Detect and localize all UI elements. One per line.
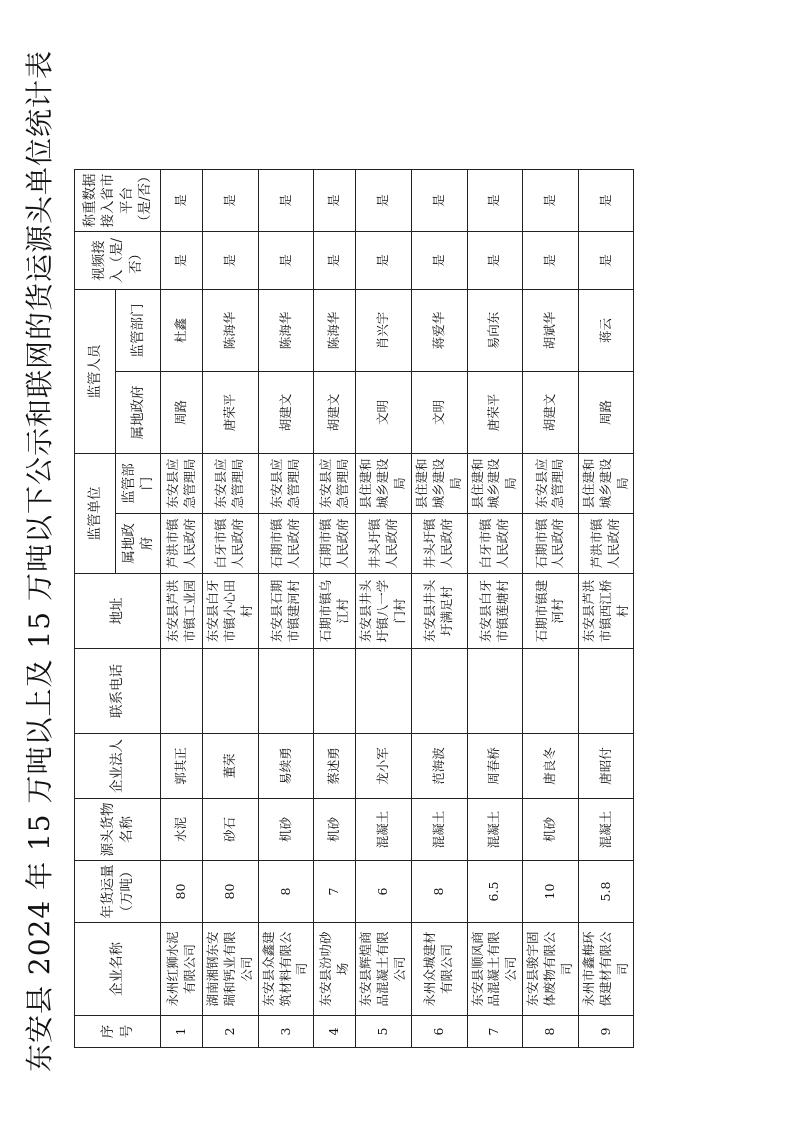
cell-seq: 1 [161,1016,203,1048]
cell-goods: 混凝土 [356,799,412,861]
cell-sup-gov: 石期市镇人民政府 [523,514,579,574]
cell-video: 是 [258,232,314,290]
cell-volume: 5.8 [578,861,634,923]
cell-address: 石期市镇建河村 [523,574,579,649]
cell-per-dept: 陈海华 [203,290,259,372]
cell-weighing: 是 [467,170,523,232]
cell-seq: 8 [523,1016,579,1048]
cell-sup-gov: 井头圩镇人民政府 [356,514,412,574]
cell-address: 东安县白牙市镇小心田村 [203,574,259,649]
cell-weighing: 是 [203,170,259,232]
cell-sup-dept: 县住建和城乡建设局 [411,454,467,514]
cell-video: 是 [203,232,259,290]
cell-address: 东安县芦洪市镇工业园 [161,574,203,649]
cell-company: 东安县骏宇固体废物有限公司 [523,923,579,1016]
table-row [467,170,523,1048]
cell-goods: 砂石 [203,799,259,861]
cell-per-dept: 蒋爱华 [411,290,467,372]
cell-weighing: 是 [356,170,412,232]
cell-sup-dept: 县住建和城乡建设局 [467,454,523,514]
cell-goods: 混凝土 [467,799,523,861]
cell-phone [356,649,412,734]
cell-sup-gov: 芦洪市镇人民政府 [578,514,634,574]
cell-legal-rep: 唐良冬 [523,734,579,799]
header-seq: 序号 [75,1016,161,1048]
cell-per-dept: 胡斌华 [523,290,579,372]
cell-volume: 10 [523,861,579,923]
header-sup-dept: 监管部门 [116,454,161,514]
cell-sup-dept: 东安县应急管理局 [523,454,579,514]
cell-weighing: 是 [314,170,356,232]
cell-video: 是 [314,232,356,290]
cell-sup-dept: 县住建和城乡建设局 [578,454,634,514]
cell-per-gov: 胡建文 [258,372,314,454]
table-row [161,170,203,1048]
table-row [203,170,259,1048]
cell-video: 是 [467,232,523,290]
cell-per-gov: 胡建文 [314,372,356,454]
cell-legal-rep: 蔡述勇 [314,734,356,799]
header-supervisors: 监管人员 [75,290,116,454]
cell-video: 是 [411,232,467,290]
cell-goods: 水泥 [161,799,203,861]
table-row [258,170,314,1048]
header-per-gov: 属地政府 [116,372,161,454]
cell-per-dept: 杜鑫 [161,290,203,372]
cell-legal-rep: 唐昭付 [578,734,634,799]
cell-sup-gov: 石期市镇人民政府 [314,514,356,574]
cell-goods: 机砂 [523,799,579,861]
cell-phone [578,649,634,734]
cell-sup-gov: 芦洪市镇人民政府 [161,514,203,574]
cell-sup-gov: 白牙市镇人民政府 [467,514,523,574]
header-per-dept: 监管部门 [116,290,161,372]
cell-per-dept: 肖兴宇 [356,290,412,372]
cell-legal-rep: 董荣 [203,734,259,799]
cell-phone [523,649,579,734]
cell-weighing: 是 [258,170,314,232]
cell-company: 东安县辉煌商品混凝土有限公司 [356,923,412,1016]
header-volume: 年货运量（万吨） [75,861,161,923]
cell-sup-dept: 东安县应急管理局 [314,454,356,514]
cell-company: 东安县众鑫建筑材料有限公司 [258,923,314,1016]
cell-sup-dept: 东安县应急管理局 [203,454,259,514]
cell-sup-dept: 东安县应急管理局 [161,454,203,514]
cell-volume: 8 [411,861,467,923]
cell-legal-rep: 郭其正 [161,734,203,799]
cell-seq: 3 [258,1016,314,1048]
cell-volume: 80 [161,861,203,923]
header-legal-rep: 企业法人 [75,734,161,799]
cell-weighing: 是 [161,170,203,232]
cell-sup-dept: 东安县应急管理局 [258,454,314,514]
cell-phone [467,649,523,734]
freight-source-table [74,169,634,1048]
cell-company: 东安县顺风商品混凝土有限公司 [467,923,523,1016]
cell-phone [314,649,356,734]
header-video: 视频接入（是/否） [75,232,161,290]
cell-per-gov: 文明 [356,372,412,454]
header-sup-gov: 属地政府 [116,514,161,574]
cell-address: 东安县井头圩满足村 [411,574,467,649]
table-row [578,170,634,1048]
cell-company: 永州众城建材有限公司 [411,923,467,1016]
cell-volume: 8 [258,861,314,923]
cell-goods: 机砂 [258,799,314,861]
table-row [314,170,356,1048]
cell-seq: 4 [314,1016,356,1048]
header-phone: 联系电话 [75,649,161,734]
cell-phone [203,649,259,734]
cell-video: 是 [356,232,412,290]
cell-seq: 2 [203,1016,259,1048]
cell-legal-rep: 易续勇 [258,734,314,799]
cell-legal-rep: 周春桥 [467,734,523,799]
cell-goods: 机砂 [314,799,356,861]
cell-per-gov: 文明 [411,372,467,454]
cell-address: 东安县芦洪市镇西江桥村 [578,574,634,649]
header-company: 企业名称 [75,923,161,1016]
cell-phone [258,649,314,734]
table-row [411,170,467,1048]
cell-per-gov: 周路 [578,372,634,454]
cell-video: 是 [523,232,579,290]
document-title: 东安县 2024 年 15 万吨以上及 15 万吨以下公示和联网的货运源头单位统计表 [23,50,56,1072]
cell-goods: 混凝土 [578,799,634,861]
cell-volume: 7 [314,861,356,923]
cell-company: 湖南湘钢东安瑞和钙业有限公司 [203,923,259,1016]
cell-phone [411,649,467,734]
cell-company: 永州红狮水泥有限公司 [161,923,203,1016]
cell-video: 是 [578,232,634,290]
cell-phone [161,649,203,734]
cell-sup-gov: 石期市镇人民政府 [258,514,314,574]
cell-volume: 6 [356,861,412,923]
cell-per-dept: 蒋云 [578,290,634,372]
cell-per-dept: 陈海华 [314,290,356,372]
cell-volume: 80 [203,861,259,923]
header-weighing: 称重数据接入省市平台（是/否） [75,170,161,232]
cell-address: 东安县石期市镇建河村 [258,574,314,649]
table-row [523,170,579,1048]
header-address: 地址 [75,574,161,649]
header-supervising-unit: 监管单位 [75,454,116,574]
cell-seq: 9 [578,1016,634,1048]
cell-video: 是 [161,232,203,290]
cell-legal-rep: 范海波 [411,734,467,799]
cell-address: 石期市镇乌江村 [314,574,356,649]
cell-per-gov: 胡建文 [523,372,579,454]
table-body [161,170,634,1048]
cell-seq: 6 [411,1016,467,1048]
table-row [356,170,412,1048]
cell-sup-gov: 井头圩镇人民政府 [411,514,467,574]
cell-address: 东安县井头圩镇八一学门村 [356,574,412,649]
cell-per-gov: 周路 [161,372,203,454]
cell-seq: 5 [356,1016,412,1048]
cell-goods: 混凝土 [411,799,467,861]
cell-sup-dept: 县住建和城乡建设局 [356,454,412,514]
cell-per-dept: 陈海华 [258,290,314,372]
cell-weighing: 是 [411,170,467,232]
cell-sup-gov: 白牙市镇人民政府 [203,514,259,574]
cell-weighing: 是 [578,170,634,232]
cell-company: 东安县汾叻砂场 [314,923,356,1016]
header-goods: 源头货物名称 [75,799,161,861]
cell-weighing: 是 [523,170,579,232]
cell-address: 东安县白牙市镇莲塘村 [467,574,523,649]
cell-per-gov: 唐荣平 [467,372,523,454]
cell-legal-rep: 龙小军 [356,734,412,799]
cell-per-gov: 唐荣平 [203,372,259,454]
cell-per-dept: 易向东 [467,290,523,372]
cell-volume: 6.5 [467,861,523,923]
cell-seq: 7 [467,1016,523,1048]
cell-company: 永州市鑫梅环保建材有限公司 [578,923,634,1016]
